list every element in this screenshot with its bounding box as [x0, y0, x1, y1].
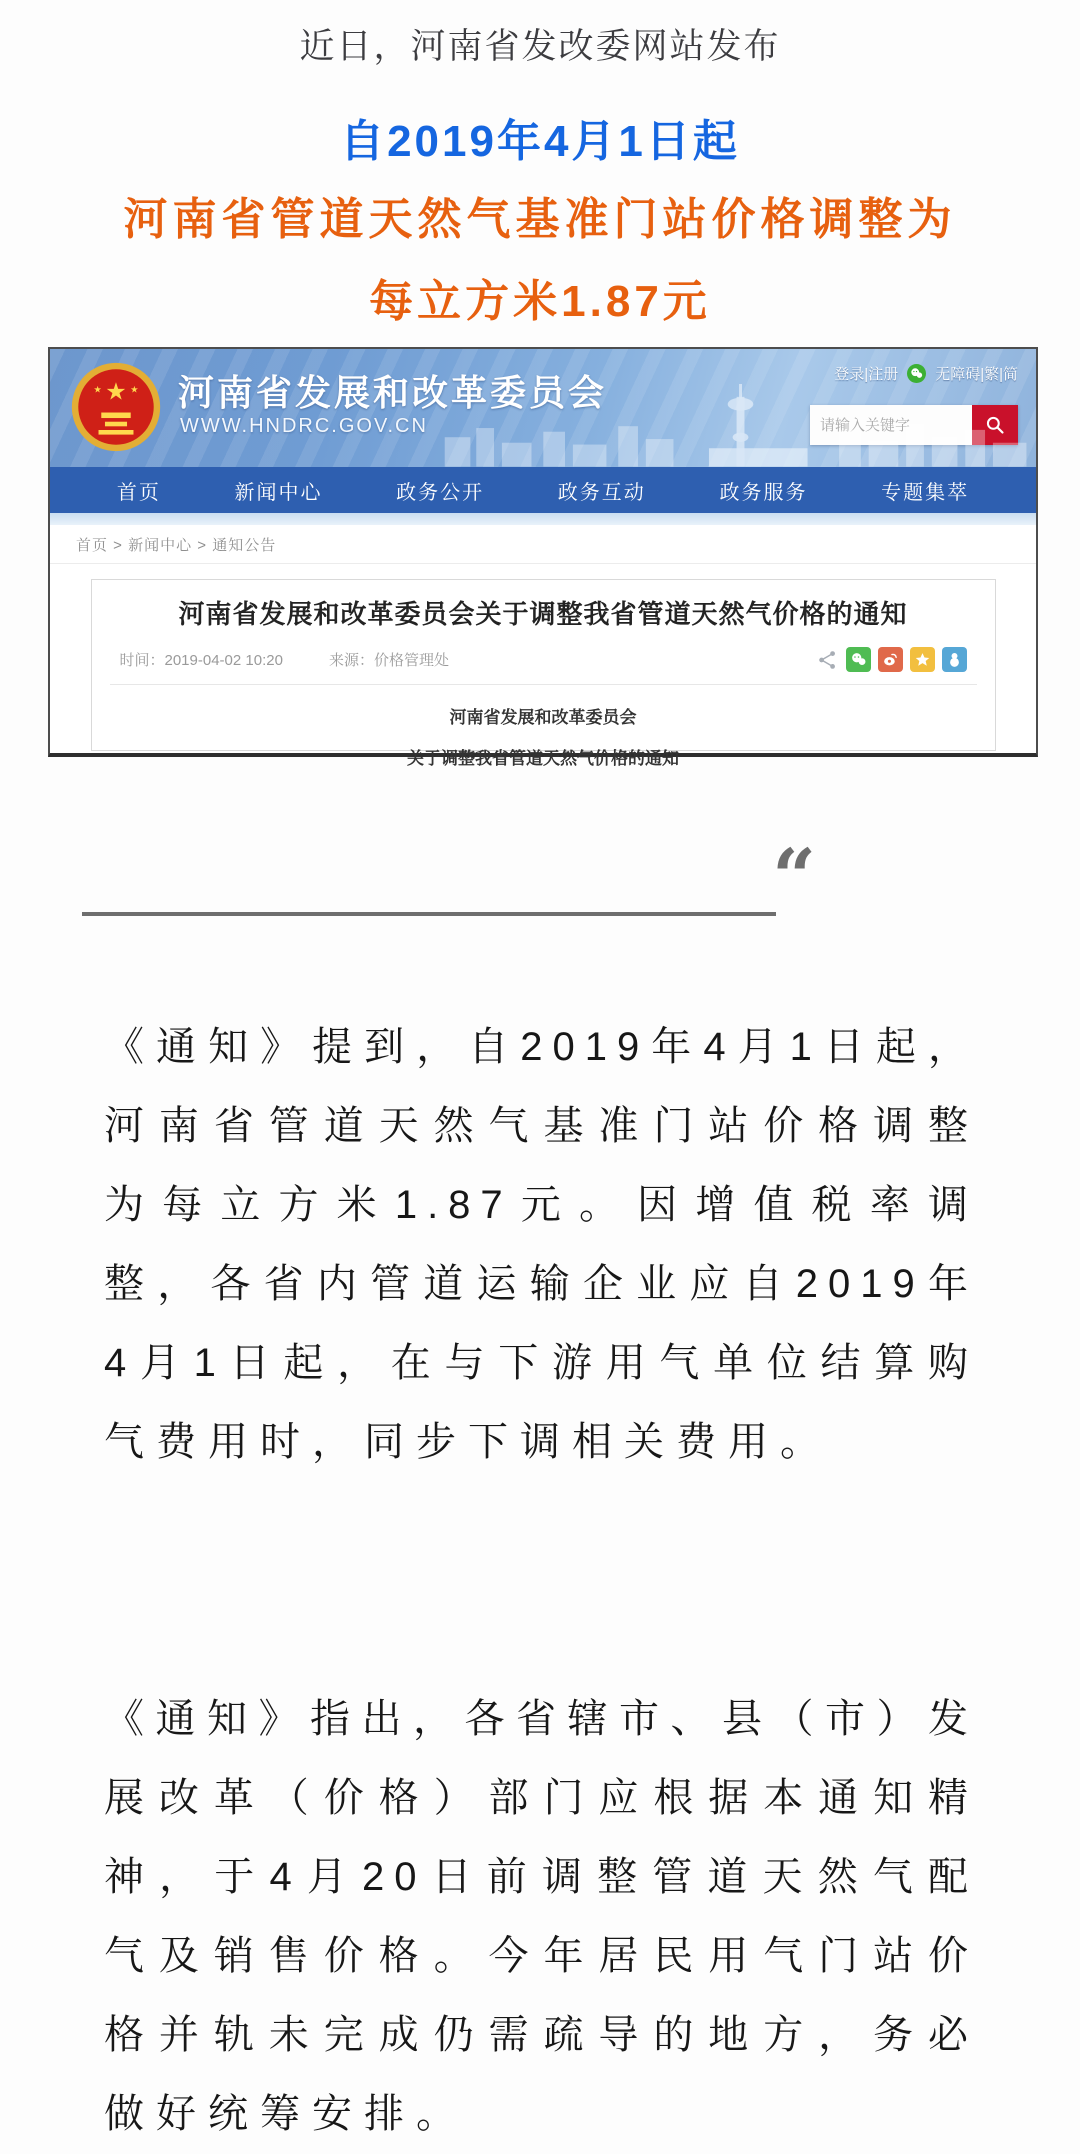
login-register-links[interactable]: 登录|注册 [834, 366, 899, 383]
quote-mark-icon: “ [772, 832, 816, 922]
paragraph-line: 气及销售价格。今年居民用气门站价 [104, 1934, 978, 1978]
weibo-icon[interactable] [878, 647, 903, 672]
doc-heading-subject: 关于调整我省管道天然气价格的通知 [407, 749, 679, 768]
paragraph-line: 做好统筹安排。 [104, 2092, 468, 2136]
paragraph-line: 《通知》提到，自2019年4月1日起， [104, 1025, 978, 1069]
svg-text:★: ★ [93, 384, 102, 395]
nav-item-disclosure[interactable]: 政务公开 [396, 481, 485, 504]
svg-text:★: ★ [105, 378, 127, 406]
notice-title: 河南省发展和改革委员会关于调整我省管道天然气价格的通知 [178, 599, 908, 629]
nav-item-news[interactable]: 新闻中心 [234, 481, 323, 504]
banner-top-links [834, 363, 1018, 384]
wechat-icon[interactable] [907, 364, 926, 383]
paragraph-line: 整，各省内管道运输企业应自2019年 [104, 1262, 978, 1306]
headline-price: 每立方米1.87元 [369, 277, 711, 326]
nav-item-services[interactable]: 政务服务 [719, 481, 808, 504]
site-url: WWW.HNDRC.GOV.CN [180, 415, 428, 437]
headline-intro: 近日，河南省发改委网站发布 [299, 27, 781, 66]
notice-meta-row [120, 647, 967, 672]
gov-site-screenshot [48, 347, 1038, 768]
qq-icon[interactable] [942, 647, 967, 672]
paragraph-line: 神，于4月20日前调整管道天然气配 [104, 1855, 978, 1899]
paragraph-line: 河南省管道天然气基准门站价格调整 [104, 1104, 978, 1148]
city-skyline-graphic [425, 384, 1036, 467]
nav-item-home[interactable]: 首页 [116, 481, 161, 504]
banner-substrip [50, 513, 1036, 525]
headline-main: 河南省管道天然气基准门站价格调整为 [123, 195, 957, 244]
breadcrumb[interactable]: 首页 > 新闻中心 > 通知公告 [76, 536, 277, 554]
paragraph-line: 为每立方米1.87元。因增值税率调 [104, 1183, 978, 1227]
body-paragraph-1 [104, 1008, 978, 1482]
share-icon[interactable] [817, 649, 839, 671]
notice-article-panel [91, 579, 996, 768]
nav-item-topics[interactable]: 专题集萃 [881, 481, 970, 504]
meta-divider [110, 684, 977, 685]
breadcrumb-row [50, 525, 1036, 564]
share-icons-group [817, 647, 967, 672]
paragraph-line: 4月1日起，在与下游用气单位结算购 [104, 1341, 978, 1385]
paragraph-line: 展改革（价格）部门应根据本通知精 [104, 1776, 978, 1820]
svg-text:★: ★ [130, 384, 139, 395]
source-department: 来源：价格管理处 [328, 652, 449, 669]
china-national-emblem-icon [70, 361, 162, 453]
headline-block [0, 22, 1080, 330]
site-title[interactable]: 河南省发展和改革委员会 [178, 372, 608, 413]
nav-item-interaction[interactable]: 政务互动 [557, 481, 646, 504]
wechat-icon[interactable] [846, 647, 871, 672]
headline-date: 自2019年4月1日起 [340, 117, 740, 166]
paragraph-line: 《通知》指出，各省辖市、县（市）发 [104, 1697, 978, 1741]
site-nav [50, 467, 1036, 513]
body-paragraph-2 [104, 1680, 978, 2154]
site-banner [50, 349, 1036, 467]
publish-time: 时间：2019-04-02 10:20 [119, 652, 283, 669]
quote-divider [82, 832, 816, 922]
paragraph-line: 格并轨未完成仍需疏导的地方，务必 [104, 2013, 978, 2057]
doc-heading-issuer: 河南省发展和改革委员会 [449, 708, 637, 727]
qzone-star-icon[interactable] [910, 647, 935, 672]
paragraph-line: 气费用时，同步下调相关费用。 [104, 1420, 832, 1464]
accessibility-language-links[interactable]: 无障碍|繁|简 [935, 366, 1018, 383]
